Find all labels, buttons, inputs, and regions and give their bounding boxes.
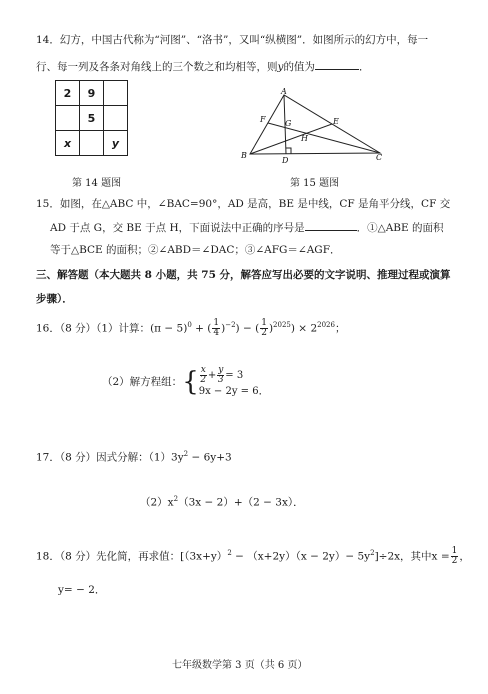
grid-cell: 5 (80, 106, 104, 131)
q18-line2: y= − 2． (58, 584, 106, 596)
triangle-figure (238, 86, 388, 166)
q16-exp-d: 2026 (317, 321, 335, 329)
right-angle-mark (286, 148, 291, 154)
q14-var-y: y (277, 61, 284, 73)
q16-part1: 16．（8 分）（1）计算：$(\pi - 5)^0$ + ( $\frac{1}{4}$ )$^{-2}$) − ( $\frac{1}{2}$ )$^{2025}) \times 2^{2026}$； (36, 318, 346, 338)
label-a: A (281, 87, 287, 96)
q16-part2-label: （2）解方程组： (102, 376, 183, 388)
q15-line3: 等于△BCE 的面积；②∠ABD＝∠DAC；③∠AFG＝∠AGF． (50, 244, 341, 256)
q14-line1: 14．幻方，中国古代称为“河图”、“洛书”，又叫“纵横图”．如图所示的幻方中，每一 (36, 34, 429, 46)
q16-exp-c: 2025 (273, 321, 291, 329)
q18-line1: 18．（8 分）先化简，再求值：$[(3x+y)^2 - (x+2y)(x - 2y)- 5y^2]\div 2x$，其中x = $\frac{1}{2}$ ， (36, 546, 470, 566)
q16-minus: ) − ( (235, 322, 260, 335)
grid-cell: y (104, 131, 128, 156)
q16-exp-a: 0 (187, 321, 192, 329)
q17-line1: 17．（8 分）因式分解：$(1)3y^2 - 6y+3$ (36, 450, 232, 464)
q14-line2 (36, 59, 369, 74)
q16-frac2-num: 1 (261, 318, 267, 328)
q15-line1: 15．如图，在△ABC 中，∠BAC=90°，AD 是高，BE 是中线，CF 是角平分线，CF 交 (36, 198, 451, 210)
label-g: G (285, 119, 292, 128)
q16-times: ) × 2 (290, 322, 318, 335)
q16-frac1-den: 4 (213, 328, 220, 338)
grid-cell: x (56, 131, 80, 156)
grid-cell: 9 (80, 81, 104, 106)
q16-frac2-den: 2 (261, 328, 267, 338)
q18-frac-half: $\frac{1}{2}$ (451, 546, 458, 566)
q15-answer-blank[interactable] (305, 220, 357, 231)
q14-line2-end: ． (358, 61, 370, 73)
grid-cell: 2 (56, 81, 80, 106)
page-footer: 七年级数学第 3 页（共 6 页） (172, 660, 308, 671)
label-b: B (241, 151, 247, 160)
q16-plus: + ( (191, 322, 212, 335)
q16-part2-end: ． (258, 385, 270, 397)
label-e: E (333, 117, 339, 126)
q14-line2-post: 的值为 (283, 61, 315, 73)
triangle-abc (250, 95, 380, 154)
grid-cell (56, 106, 80, 131)
grid-cell (104, 106, 128, 131)
q16-brace: { (182, 367, 199, 397)
q16-part1-label: 16．（8 分）（1）计算： (36, 322, 151, 335)
q14-answer-blank[interactable] (315, 59, 359, 70)
q16-part1-end: ； (334, 322, 346, 335)
label-h: H (301, 134, 308, 143)
q15-line2 (50, 220, 444, 235)
q15-line2-pre: AD 于点 G，交 BE 于点 H，下面说法中正确的序号是 (50, 222, 305, 234)
q16-expr-a: (π − 5) (150, 322, 188, 335)
label-c: C (376, 153, 383, 162)
section3-line1: 三、解答题（本大题共 8 小题，共 75 分，解答应写出必要的文字说明、推理过程或演算 (36, 269, 451, 281)
q16-frac-quarter (212, 319, 220, 338)
q14-line2-pre: 行、每一列及各条对角线上的三个数之和均相等，则 (36, 61, 278, 73)
q15-line2-post: ．①△ABE 的面积 (356, 222, 444, 234)
section3-line2: 步骤）． (36, 293, 73, 305)
q16-frac-half (260, 319, 268, 338)
grid-cell (80, 131, 104, 156)
q16-frac1-num: 1 (213, 318, 220, 328)
q16-part2 (102, 366, 269, 398)
q16-eq2: 9x − 2y = 6 (198, 386, 259, 397)
label-d: D (282, 156, 289, 165)
q14-caption: 第 14 题图 (72, 178, 122, 189)
q16-equation-system (199, 366, 259, 398)
label-f: F (260, 115, 266, 124)
q15-caption: 第 15 题图 (290, 178, 340, 189)
q16-exp-b: −2 (225, 321, 236, 329)
grid-cell (104, 81, 128, 106)
magic-square-grid (55, 80, 128, 156)
q17-line2: $(2)x^2(3x - 2)+(2 - 3x)$． (140, 495, 304, 509)
q16-eq1: $\frac{x}{2}$ + $\frac{y}{3}$ = 3 (200, 365, 244, 385)
